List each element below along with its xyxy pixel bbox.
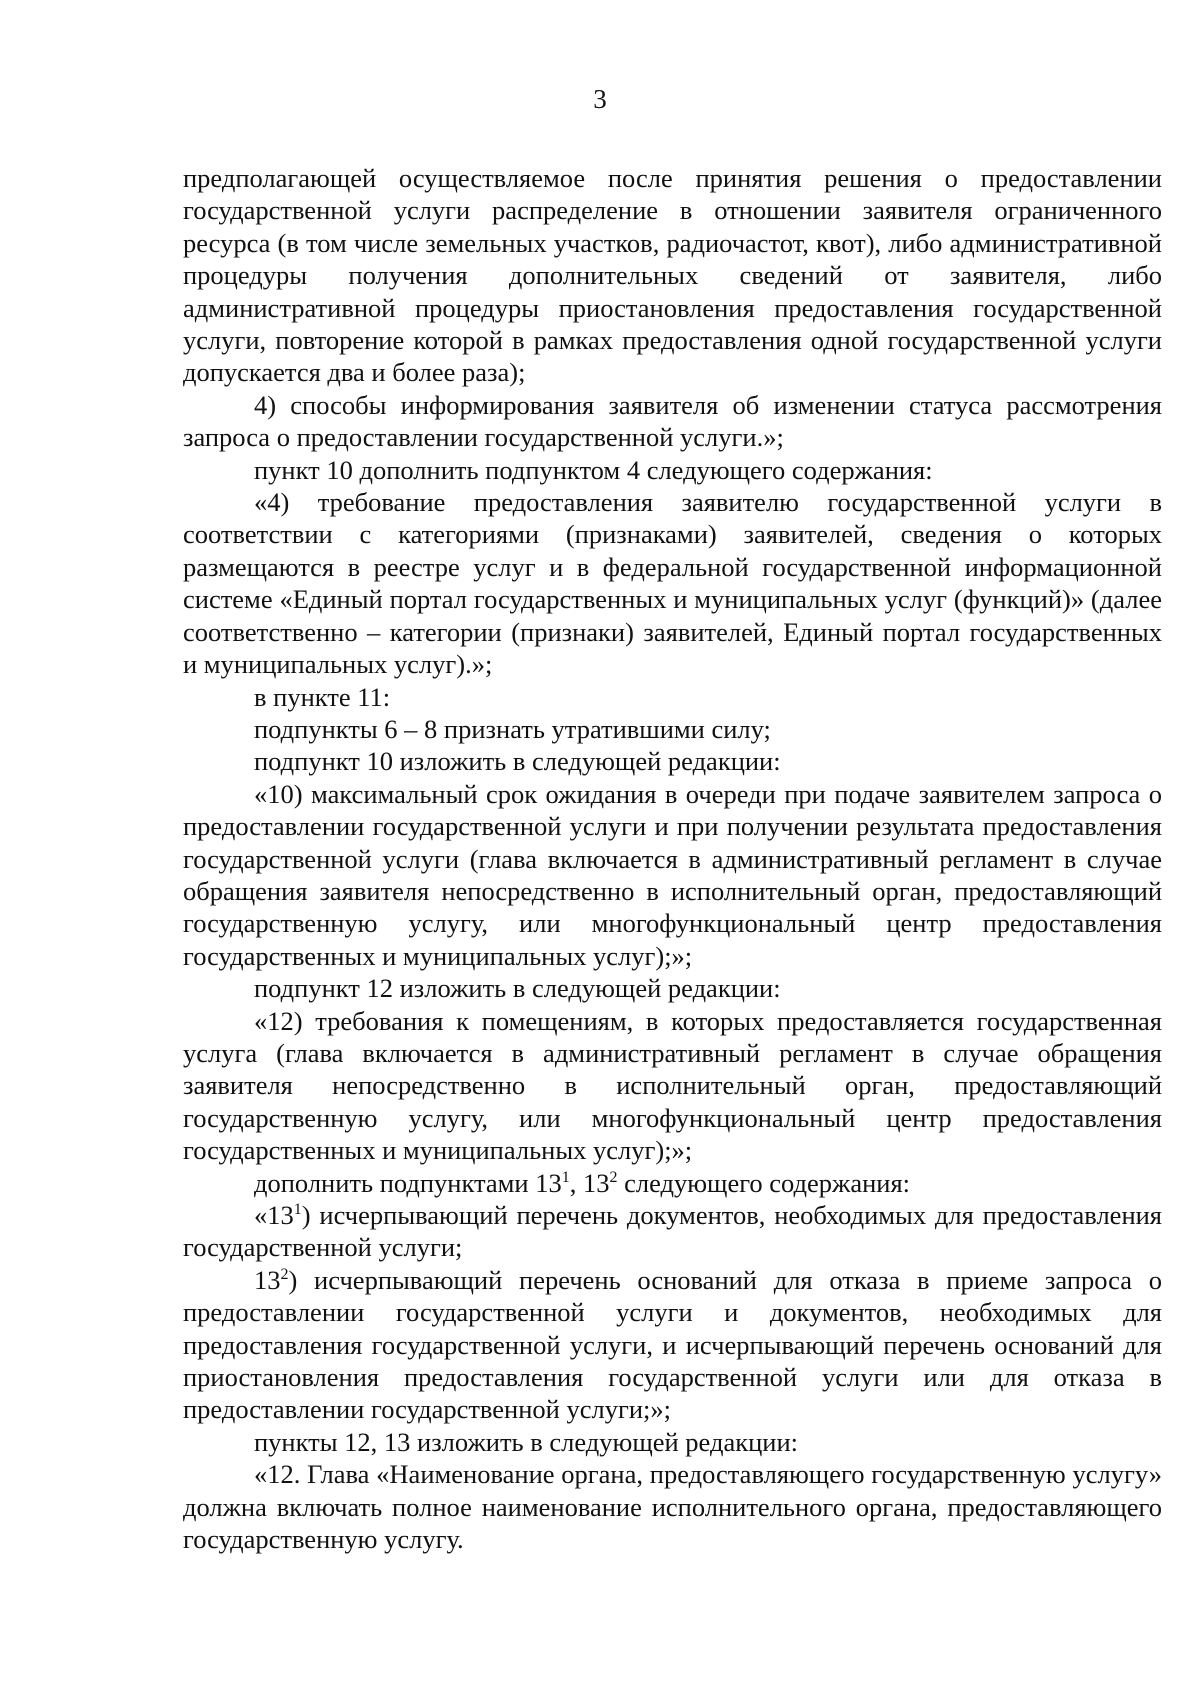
paragraph-instruction-subitem-10: подпункт 10 изложить в следующей редакции: [254, 746, 781, 777]
paragraph-subitems-6-8: подпункты 6 – 8 признать утратившими силу; [254, 713, 771, 744]
paragraph-new-subitem-4: «4) требование предоставления заявителю государственной услуги в соответствии с категориями (признаками) заявителей, сведения о которых размещаются в реестре услуг и в федеральной государственной информационной системе «Единый портал государственных и муниципальных услуг (функций)» (далее соответственно – категории (признаки) заявителей, Единый портал государственных и муниципальных услуг).»; [183, 487, 1162, 680]
paragraph-instruction-subitem-12: подпункт 12 изложить в следующей редакции: [254, 973, 781, 1004]
paragraph-new-subitem-10: «10) максимальный срок ожидания в очереди при подаче заявителем запроса о предоставлении государственной услуги и при получении результата предоставления государственной услуги (глава включается в административный регламент в случае обращения заявителя непосредственно в исполнительный орган, предоставляющий государственную услугу, или многофункциональный центр предоставления государственных и муниципальных услуг);»; [183, 778, 1162, 971]
paragraph-subitem-13-2: $13^2$) исчерпывающий перечень оснований для отказа в приеме запроса о предоставлении государственной услуги и документов, необходимых для предоставления государственной услуги, и исчерпывающий перечень оснований для приостановления предоставления государственной услуги или для отказа в предоставлении государственной услуги;»; [183, 1264, 1162, 1425]
paragraph-subitem-4: 4) способы информирования заявителя об изменении статуса рассмотрения запроса о предоставлении государственной услуги.»; [183, 389, 1162, 453]
paragraph-point-11: в пункте 11: [254, 681, 391, 712]
paragraph-continuation: предполагающей осуществляемое после принятия решения о предоставлении государственной услуги распределение в отношении заявителя ограниченного ресурса (в том числе земельных участков, радиочастот, квот), либо административной процедуры получения дополнительных сведений от заявителя, либо административной процедуры приостановления предоставления государственной услуги, повторение которой в рамках предоставления одной государственной услуги допускается два и более раза); [183, 163, 1162, 388]
document-body [183, 162, 1162, 1555]
paragraph-instruction-subitems-13: дополнить подпунктами $13^1$, $13^2$ следующего содержания: [254, 1167, 911, 1198]
paragraph-subitem-13-1: «$13^1$) исчерпывающий перечень документов, необходимых для предоставления государственной услуги; [183, 1200, 1162, 1263]
paragraph-instruction-points-12-13: пункты 12, 13 изложить в следующей редакции: [254, 1426, 799, 1457]
paragraph-new-subitem-12: «12) требования к помещениям, в которых предоставляется государственная услуга (глава включается в административный регламент в случае обращения заявителя непосредственно в исполнительный орган, предоставляющий государственную услугу, или многофункциональный центр предоставления государственных и муниципальных услуг);»; [183, 1005, 1162, 1166]
paragraph-point-12: «12. Глава «Наименование органа, предоставляющего государственную услугу» должна включать полное наименование исполнительного органа, предоставляющего государственную услугу. [183, 1459, 1162, 1555]
paragraph-instruction-point-10: пункт 10 дополнить подпунктом 4 следующего содержания: [254, 454, 933, 485]
page-number: 3 [593, 84, 607, 114]
